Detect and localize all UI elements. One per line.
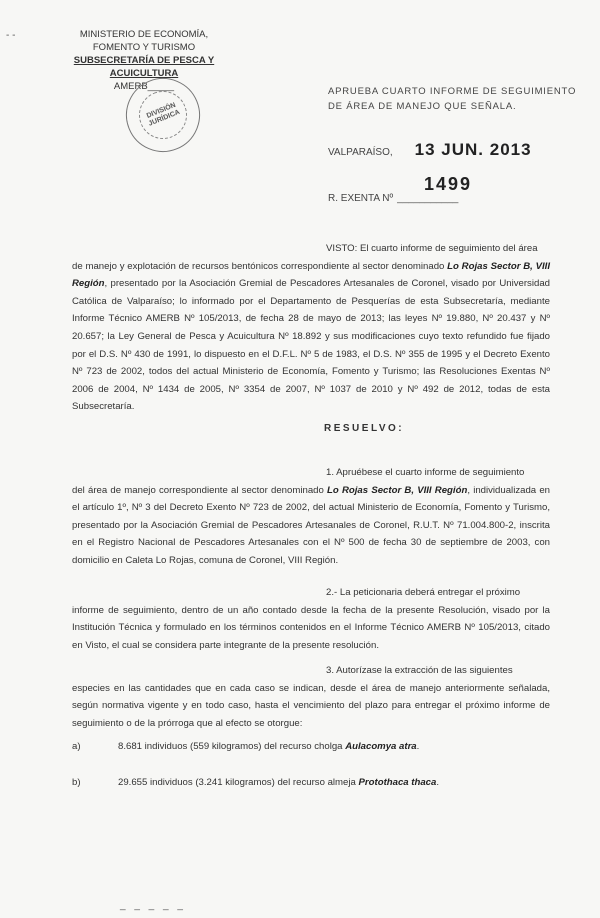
header-line-3: SUBSECRETARÍA DE PESCA Y ACUICULTURA	[73, 55, 215, 79]
visto-line-2: de manejo y explotación de recursos bentónicos correspondiente al sector denominado	[72, 260, 445, 272]
document-title	[328, 84, 578, 114]
exenta-blank: ___________	[397, 193, 459, 204]
date-value: 13 JUN. 2013	[414, 140, 532, 159]
visto-paragraph	[72, 240, 550, 416]
title-line-2: DE ÁREA DE MANEJO QUE SEÑALA.	[328, 101, 517, 112]
item-2-lead: 2.- La peticionaria deberá entregar el próximo	[326, 587, 521, 598]
item-a-text: 8.681 individuos (559 kilogramos) del recurso cholga	[118, 741, 346, 752]
item-1-lead: 1. Apruébese el cuarto informe de seguimiento	[326, 467, 525, 478]
date-label: VALPARAÍSO,	[328, 147, 393, 158]
item-b-text: 29.655 individuos (3.241 kilogramos) del recurso almeja	[118, 777, 359, 788]
exenta-label: R. EXENTA Nº	[328, 193, 394, 204]
species-item-b	[72, 774, 550, 792]
header-line-1: MINISTERIO DE ECONOMÍA,	[79, 29, 209, 40]
corner-mark: - -	[6, 30, 16, 41]
item-a-end: .	[416, 741, 420, 752]
item-1-text-a: del área de manejo correspondiente al sector denominado	[72, 484, 328, 496]
item-3-lead: 3. Autorízase la extracción de las siguientes	[326, 665, 513, 676]
item-b-body	[118, 774, 439, 792]
title-line-1: APRUEBA CUARTO INFORME DE SEGUIMIENTO	[328, 86, 577, 97]
stamp-text: DIVISIÓN JURÍDICA	[132, 84, 194, 146]
resolution-number: 1499	[424, 174, 473, 194]
visto-body	[72, 258, 550, 416]
item-1-sector: Lo Rojas Sector B, VIII Región	[327, 484, 468, 496]
species-item-a	[72, 738, 550, 756]
item-3-body: especies en las cantidades que en cada caso se indican, desde el área de manejo anteriormente señalada, según normativa vigente y en todo caso, hasta el vencimiento del plazo para entregar el próximo informe de seguimiento o de la prórroga que al efecto se otorgue:	[72, 682, 550, 729]
item-b-species: Protothaca thaca	[358, 777, 437, 788]
header-line-2: FOMENTO Y TURISMO	[92, 42, 196, 53]
item-1-body	[72, 482, 550, 570]
visto-sector: Lo Rojas Sector B, VIII Región	[72, 260, 551, 290]
date-row	[328, 140, 532, 160]
visto-rest: Coronel, visado por Universidad Católica de Valparaíso; lo informado por el Departamento de Pesquerías de esta Subsecretaría, mediante Informe Técnico AMERB Nº 105/2013, de fecha 28 de mayo de 2013; las leyes Nº 19.880, Nº 20.437 y Nº 20.657; la Ley General de Pesca y Acuicultura Nº 18.892 y sus modificaciones cuyo texto refundido fue fijado por el D.S. Nº 430 de 1991, lo dispuesto en el D.F.L. Nº 5 de 1983, el D.S. Nº 355 de 1995 y el Decreto Exento Nº 723 de 2002, todos del actual Ministerio de Economía, Fomento y Turismo; las Resoluciones Exentas Nº 2006 de 2004, Nº 1434 de 2005, Nº 3354 de 2007, Nº 1037 de 2010 y Nº 492 de 2012, todas de esta Subsecretaría.	[72, 278, 550, 413]
resolution-item-1	[72, 464, 550, 570]
exenta-row	[328, 193, 458, 204]
item-a-body	[118, 738, 419, 756]
item-2-body: informe de seguimiento, dentro de un año contado desde la fecha de la presente Resolución, visado por la Institución Técnica y formulado en los términos contenidos en el Informe Técnico AMERB Nº 105/2013, citado en Visto, el cual se considera parte integrante de la presente resolución.	[72, 604, 550, 651]
resuelvo-heading: RESUELVO:	[324, 423, 405, 434]
item-b-end: .	[436, 777, 440, 788]
footer-mark: _ _ _ _ _	[120, 900, 186, 911]
item-a-species: Aulacomya atra	[345, 741, 417, 752]
resolution-item-2	[72, 584, 550, 654]
item-a-label: a)	[72, 741, 81, 752]
header-line-4: AMERB_____	[113, 81, 175, 92]
item-1-text-b: , individualizada en el artículo 1º, Nº 3 del Decreto Exento Nº 723 de 2002, del actual Ministerio de Economía, Fomento y Turismo, presentado por la Asociación Gremial de Pescadores Artesanales de Coronel, R.U.T. Nº 71.004.800-2, inscrita en el Registro Nacional de Pescadores Artesanales con el Nº 500 de fecha 30 de septiembre de 2003, con domicilio en Caleta Lo Rojas, comuna de Coronel, VIII Región.	[72, 484, 551, 566]
visto-line-2b: , presentado por la Asociación Gremial de Pescadores Artesanales de	[104, 278, 409, 290]
resolution-item-3	[72, 662, 550, 732]
visto-lead: VISTO: El cuarto informe de seguimiento del área	[326, 243, 538, 254]
item-b-label: b)	[72, 777, 81, 788]
